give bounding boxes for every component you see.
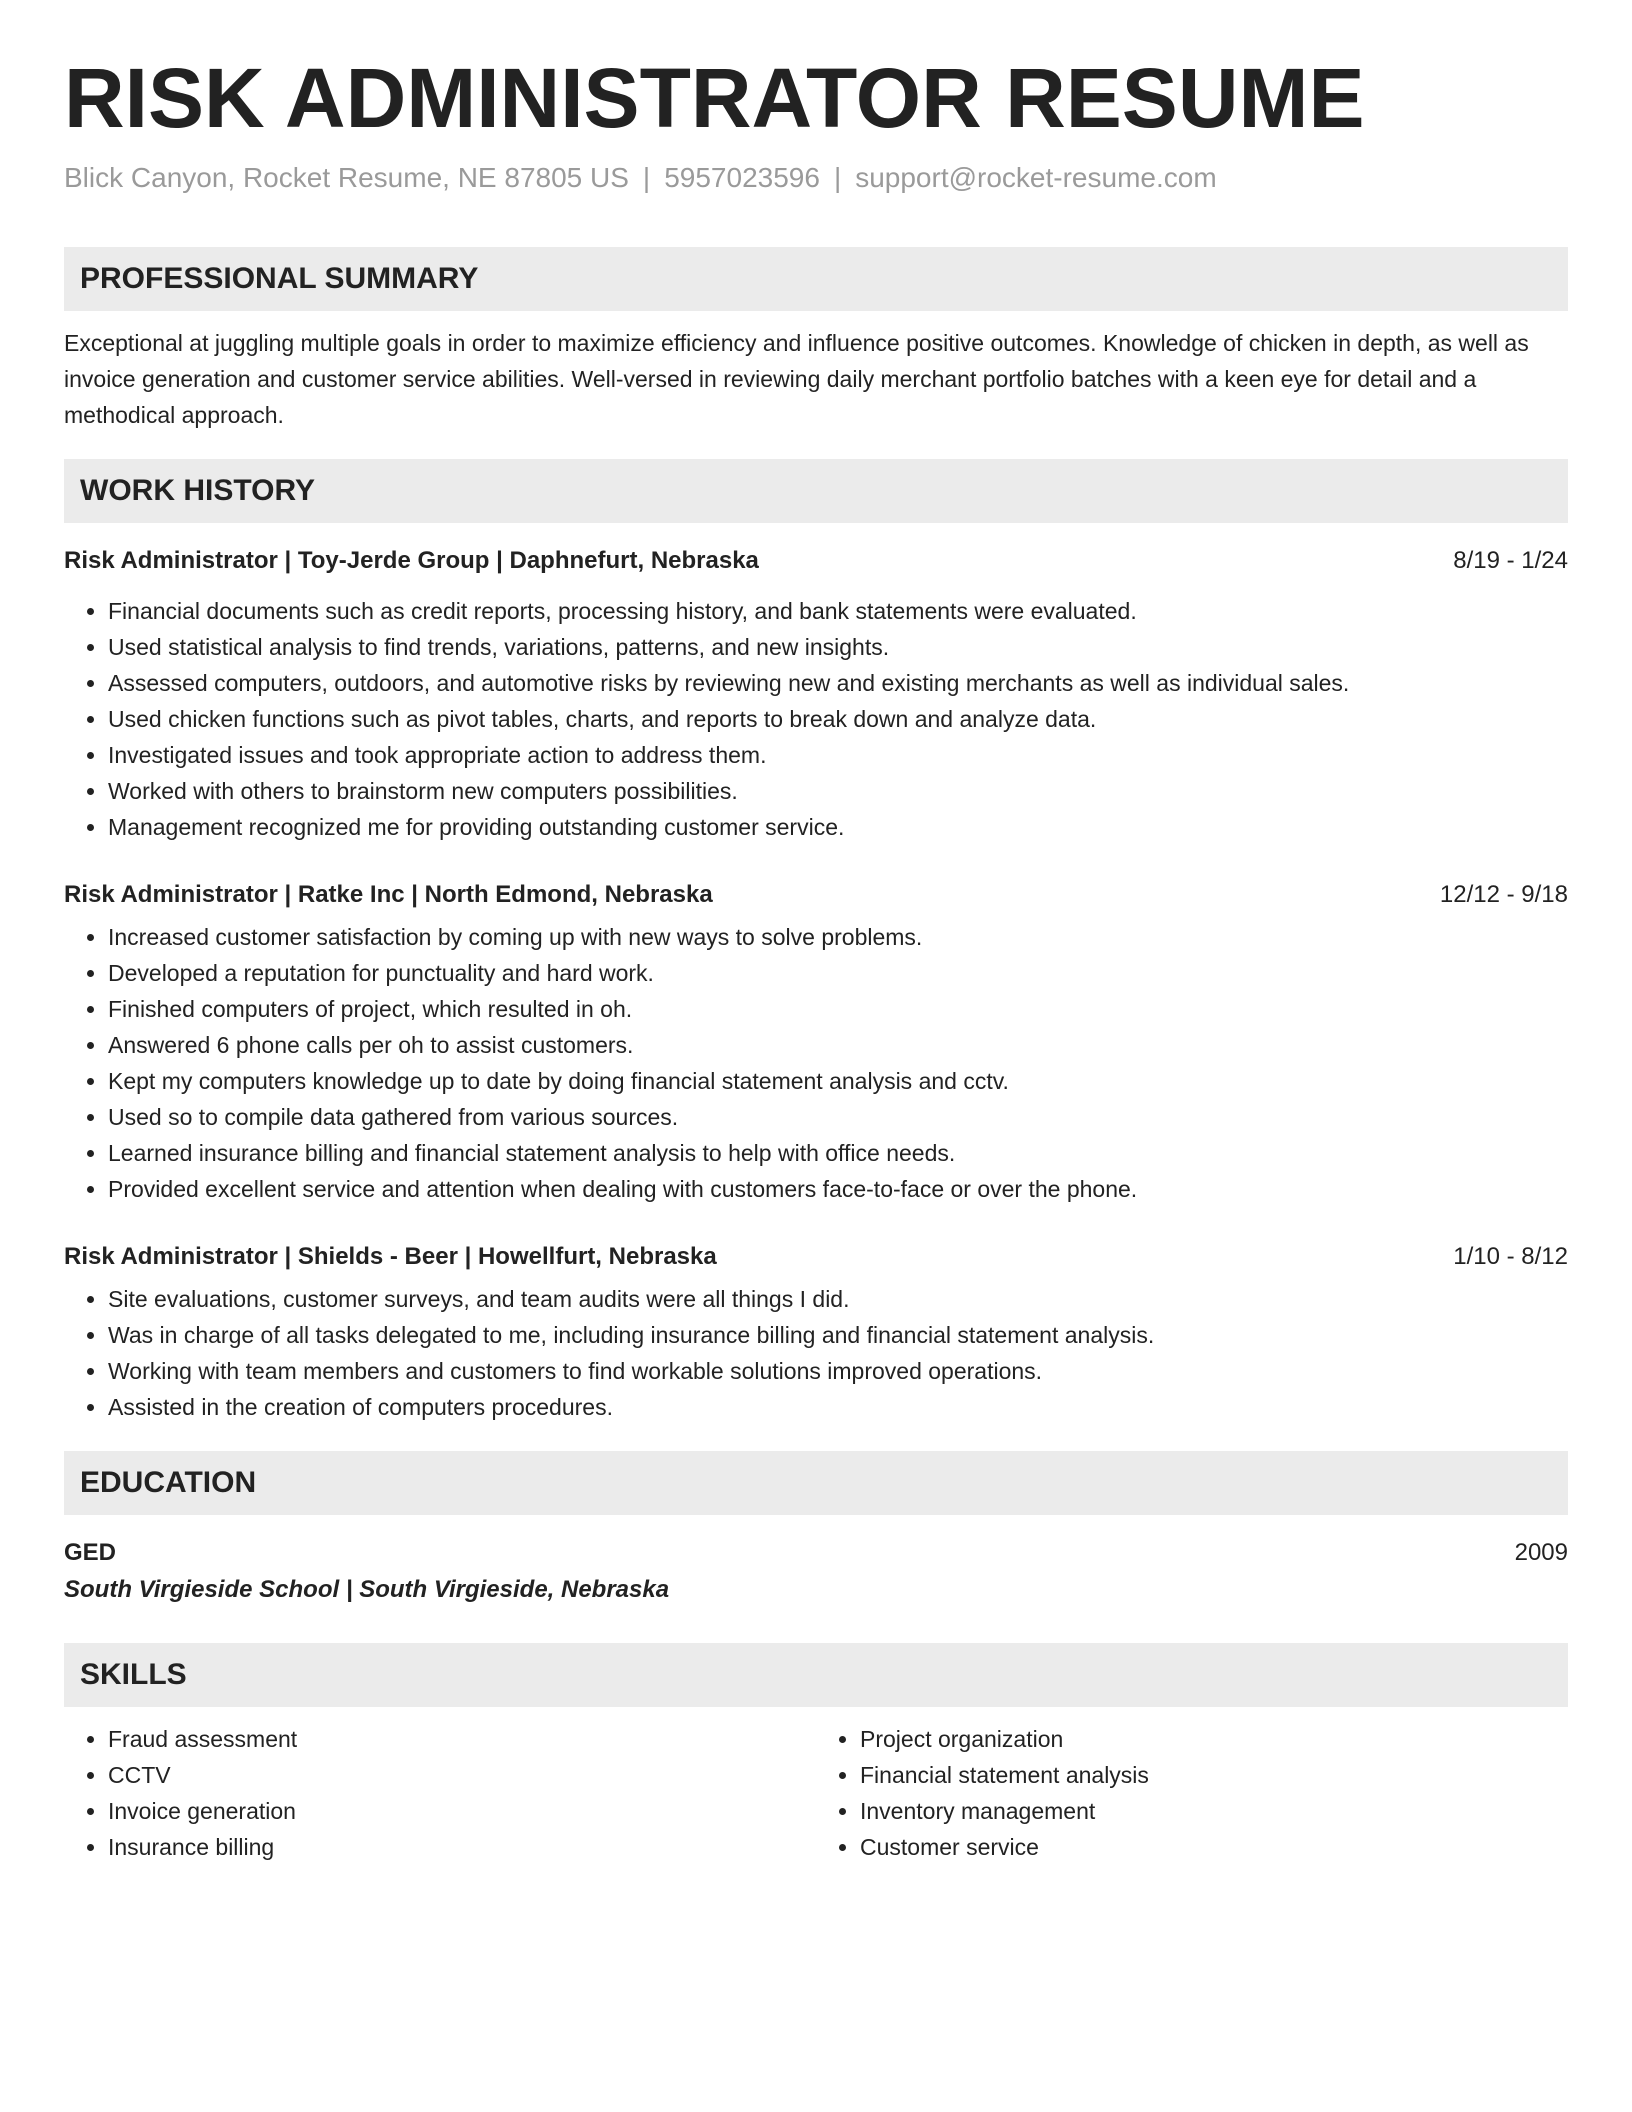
skill-item: • Insurance billing [108, 1829, 816, 1865]
education-school: South Virgieside School | South Virgieside, Nebraska [64, 1575, 670, 1603]
job-dates: 8/19 - 1/24 [1453, 546, 1568, 574]
job-bullet: • Financial documents such as credit reports, processing history, and bank statements were evaluated. [108, 593, 1568, 629]
job-dates: 1/10 - 8/12 [1453, 1242, 1568, 1270]
job-bullet: • Used chicken functions such as pivot tables, charts, and reports to break down and analyze data. [108, 701, 1568, 737]
contact-phone: 5957023596 [664, 162, 820, 194]
job-bullet: • Finished computers of project, which resulted in oh. [108, 991, 1568, 1027]
job-bullet: • Worked with others to brainstorm new computers possibilities. [108, 773, 1568, 809]
skill-item: • Invoice generation [108, 1793, 816, 1829]
education-degree: GED [64, 1538, 117, 1566]
section-heading-summary: PROFESSIONAL SUMMARY [64, 247, 1568, 311]
contact-separator: | [833, 162, 842, 194]
job-header [64, 545, 1568, 577]
skill-item: • Inventory management [860, 1793, 1568, 1829]
job-bullet: • Increased customer satisfaction by coming up with new ways to solve problems. [108, 919, 1568, 955]
skill-item: • Financial statement analysis [860, 1757, 1568, 1793]
job-entry [64, 879, 1568, 1207]
job-bullet: • Assessed computers, outdoors, and automotive risks by reviewing new and existing merchants as well as individual sales. [108, 665, 1568, 701]
summary-text: Exceptional at juggling multiple goals in order to maximize efficiency and influence positive outcomes. Knowledge of chicken in depth, as well as invoice generation and customer service abilities. Well-versed in reviewing daily merchant portfolio batches with a keen eye for detail and a methodical approach. [64, 329, 1529, 428]
job-title: Risk Administrator | Ratke Inc | North Edmond, Nebraska [64, 880, 713, 908]
job-bullet: • Used statistical analysis to find trends, variations, patterns, and new insights. [108, 629, 1568, 665]
skill-item: • CCTV [108, 1757, 816, 1793]
job-bullets [64, 593, 1568, 845]
job-header [64, 1241, 1568, 1273]
job-bullet: • Developed a reputation for punctuality and hard work. [108, 955, 1568, 991]
job-bullet: • Learned insurance billing and financial statement analysis to help with office needs. [108, 1135, 1568, 1171]
skill-item: • Customer service [860, 1829, 1568, 1865]
job-entry [64, 1241, 1568, 1425]
job-bullet: • Provided excellent service and attention when dealing with customers face-to-face or over the phone. [108, 1171, 1568, 1207]
resume-title: RISK ADMINISTRATOR RESUME [64, 51, 1365, 145]
job-title: Risk Administrator | Toy-Jerde Group | Daphnefurt, Nebraska [64, 546, 759, 574]
section-heading-education: EDUCATION [64, 1451, 1568, 1515]
job-bullet: • Working with team members and customers to find workable solutions improved operations. [108, 1353, 1568, 1389]
contact-line [64, 160, 1568, 196]
job-bullet: • Assisted in the creation of computers procedures. [108, 1389, 1568, 1425]
education-year: 2009 [1514, 1538, 1568, 1566]
contact-separator: | [642, 162, 651, 194]
job-title: Risk Administrator | Shields - Beer | Howellfurt, Nebraska [64, 1242, 717, 1270]
job-entry [64, 545, 1568, 845]
education-entry [64, 1535, 1568, 1571]
job-bullet: • Site evaluations, customer surveys, and team audits were all things I did. [108, 1281, 1568, 1317]
skill-item: • Fraud assessment [108, 1721, 816, 1757]
skill-item: • Project organization [860, 1721, 1568, 1757]
section-heading-skills: SKILLS [64, 1643, 1568, 1707]
job-dates: 12/12 - 9/18 [1439, 880, 1568, 908]
job-bullet: • Used so to compile data gathered from various sources. [108, 1099, 1568, 1135]
job-bullet: • Was in charge of all tasks delegated to me, including insurance billing and financial statement analysis. [108, 1317, 1568, 1353]
job-bullet: • Management recognized me for providing outstanding customer service. [108, 809, 1568, 845]
job-header [64, 879, 1568, 911]
contact-email: support@rocket-resume.com [855, 162, 1217, 194]
job-bullet: • Answered 6 phone calls per oh to assist customers. [108, 1027, 1568, 1063]
job-bullets [64, 1281, 1568, 1425]
skills-list [64, 1721, 1568, 1865]
job-bullet: • Kept my computers knowledge up to date by doing financial statement analysis and cctv. [108, 1063, 1568, 1099]
contact-address: Blick Canyon, Rocket Resume, NE 87805 US [64, 162, 629, 194]
skills-column-left [64, 1721, 816, 1865]
job-bullet: • Investigated issues and took appropriate action to address them. [108, 737, 1568, 773]
skills-column-right [816, 1721, 1568, 1865]
job-bullets [64, 919, 1568, 1207]
section-heading-work-history: WORK HISTORY [64, 459, 1568, 523]
